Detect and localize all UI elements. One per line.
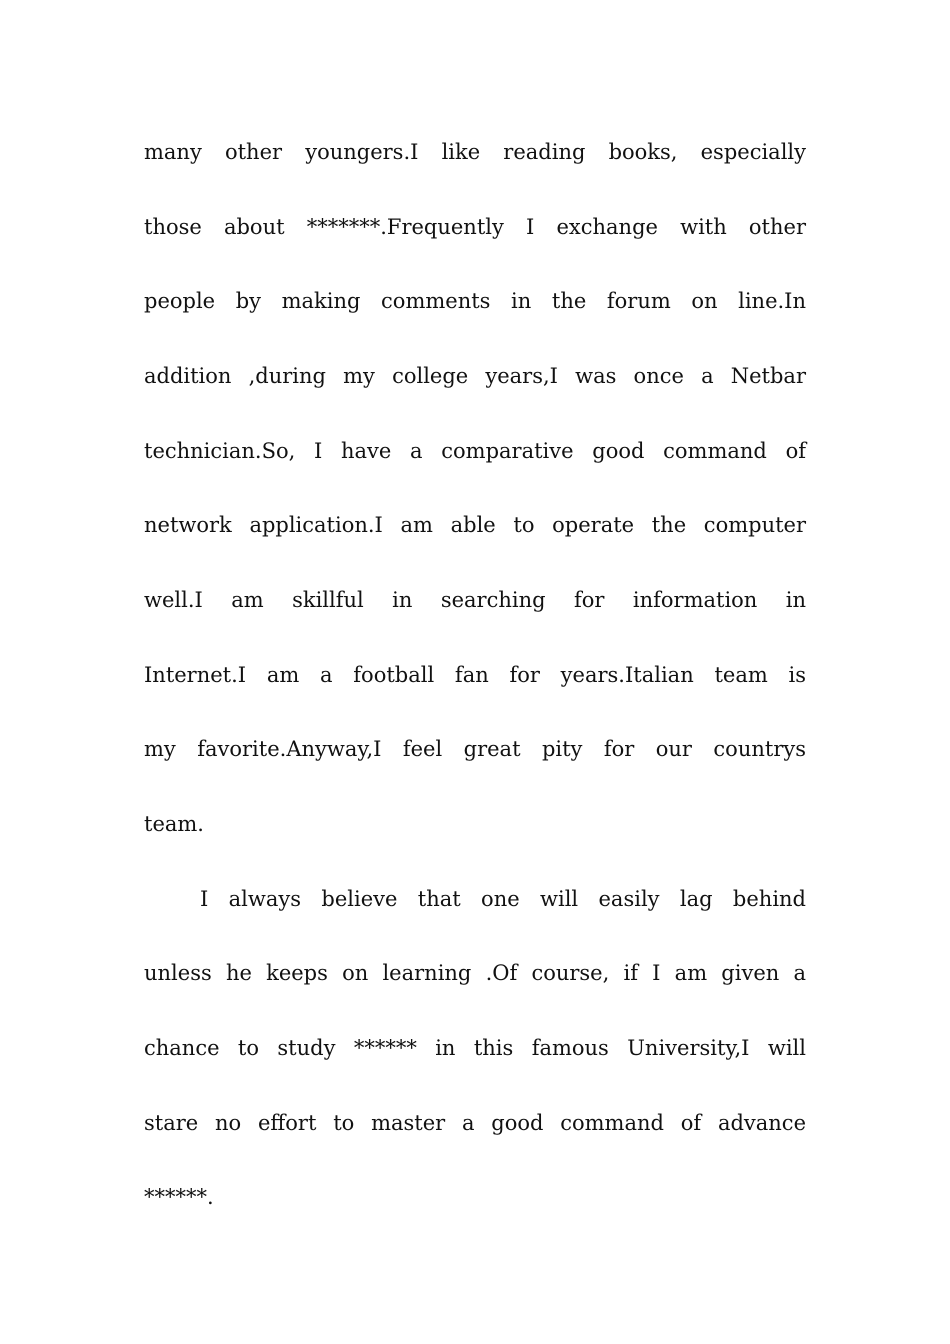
text-line: unless he keeps on learning .Of course, if I am given a xyxy=(144,961,806,985)
text-line: technician.So, I have a comparative good command of xyxy=(144,439,806,463)
text-line: addition ,during my college years,I was once a Netbar xyxy=(144,364,806,388)
text-line: network application.I am able to operate the computer xyxy=(144,513,806,537)
text-line: well.I am skillful in searching for information in xyxy=(144,588,806,612)
text-line: chance to study ****** in this famous University,I will xyxy=(144,1036,806,1060)
text-line: stare no effort to master a good command of advance xyxy=(144,1111,806,1135)
text-line: people by making comments in the forum on line.In xyxy=(144,289,806,313)
text-line-paragraph-end: ******. xyxy=(144,1185,214,1209)
text-line: those about *******.Frequently I exchange with other xyxy=(144,215,806,239)
text-line-paragraph-end: team. xyxy=(144,812,204,836)
text-line: many other youngers.I like reading books, especially xyxy=(144,140,806,164)
text-line: my favorite.Anyway,I feel great pity for our countrys xyxy=(144,737,806,761)
text-line-paragraph-start: I always believe that one will easily lag behind xyxy=(200,887,806,911)
text-line: Internet.I am a football fan for years.Italian team is xyxy=(144,663,806,687)
